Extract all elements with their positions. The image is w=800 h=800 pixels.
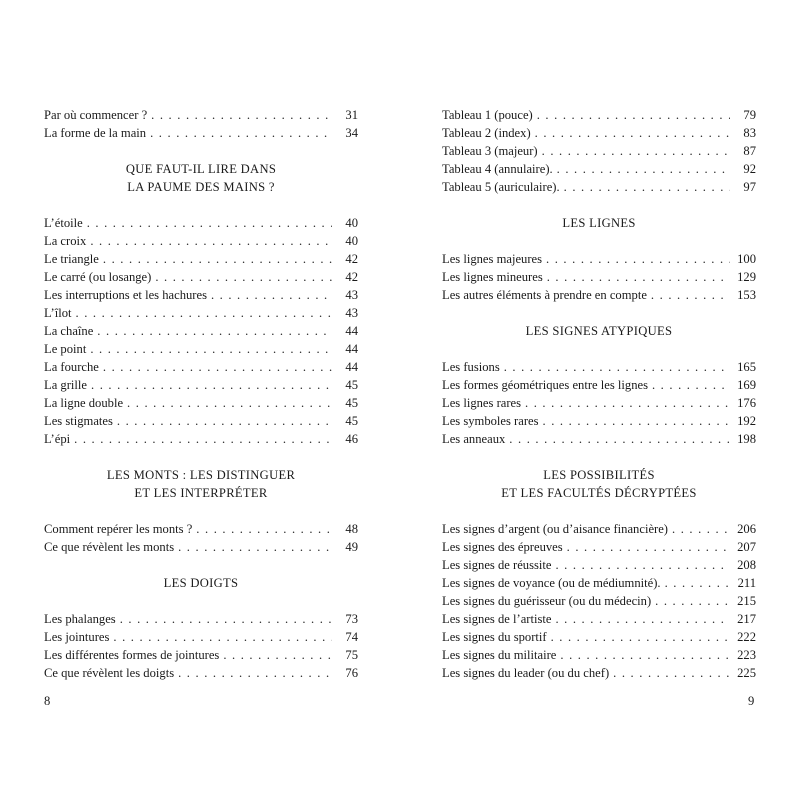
- toc-entry[interactable]: [442, 268, 756, 286]
- toc-entry-label: Tableau 1 (pouce): [442, 108, 533, 122]
- dot-leader: [537, 106, 730, 124]
- toc-entry-page-number: 74: [345, 630, 358, 644]
- toc-entry[interactable]: [44, 214, 358, 232]
- toc-entry[interactable]: [44, 538, 358, 556]
- page-number-left: 8: [44, 694, 51, 708]
- toc-entry[interactable]: [442, 646, 756, 664]
- toc-entry[interactable]: [442, 124, 756, 142]
- toc-entry-label: La ligne double: [44, 396, 124, 410]
- toc-entry-page-number: 45: [345, 396, 358, 410]
- toc-entry[interactable]: [442, 160, 756, 178]
- toc-entry[interactable]: [442, 610, 756, 628]
- section-title: [442, 466, 756, 502]
- toc-entry-page-number: 169: [737, 378, 756, 392]
- dot-leader: [151, 106, 332, 124]
- toc-entry-page-number: 45: [345, 414, 358, 428]
- toc-entry-label: Le carré (ou losange): [44, 270, 152, 284]
- toc-entry-label: Les différentes formes de jointures: [44, 648, 220, 662]
- section-title-line: ET LES FACULTÉS DÉCRYPTÉES: [501, 486, 697, 500]
- toc-entry-page-number: 40: [345, 216, 358, 230]
- toc-entry-label: Les signes de réussite: [442, 558, 552, 572]
- dot-leader: [117, 412, 332, 430]
- toc-entry[interactable]: [44, 430, 358, 448]
- section-title: [442, 214, 756, 232]
- toc-entry-page-number: 76: [345, 666, 358, 680]
- dot-leader: [504, 358, 730, 376]
- dot-leader: [543, 412, 730, 430]
- toc-entry-label: Tableau 5 (auriculaire).: [442, 180, 560, 194]
- toc-entry[interactable]: [442, 538, 756, 556]
- dot-leader: [155, 268, 332, 286]
- toc-entry[interactable]: [44, 376, 358, 394]
- toc-entry-page-number: 48: [345, 522, 358, 536]
- toc-entry[interactable]: [442, 430, 756, 448]
- toc-entry-label: Les formes géométriques entre les lignes: [442, 378, 648, 392]
- toc-entry-page-number: 43: [345, 306, 358, 320]
- toc-entry-page-number: 176: [737, 396, 756, 410]
- dot-leader: [542, 142, 730, 160]
- dot-leader: [651, 286, 730, 304]
- toc-entry-label: Les signes de voyance (ou de médiumnité).: [442, 576, 661, 590]
- toc-entry-label: Les lignes rares: [442, 396, 522, 410]
- toc-entry-label: L’îlot: [44, 306, 72, 320]
- toc-entry-page-number: 44: [345, 360, 358, 374]
- toc-entry-page-number: 165: [737, 360, 756, 374]
- toc-entry-label: Les lignes majeures: [442, 252, 543, 266]
- dot-leader: [509, 430, 730, 448]
- dot-leader: [103, 250, 332, 268]
- toc-entry-label: Tableau 4 (annulaire).: [442, 162, 553, 176]
- dot-leader: [113, 628, 332, 646]
- toc-entry-page-number: 206: [737, 522, 756, 536]
- toc-entry[interactable]: [442, 376, 756, 394]
- toc-entry-page-number: 92: [743, 162, 756, 176]
- toc-entry-page-number: 42: [345, 270, 358, 284]
- toc-entry-page-number: 225: [737, 666, 756, 680]
- toc-entry-label: Les signes d’argent (ou d’aisance financière): [442, 522, 669, 536]
- dot-leader: [652, 376, 730, 394]
- toc-entry-page-number: 45: [345, 378, 358, 392]
- toc-entry[interactable]: [44, 646, 358, 664]
- dot-leader: [555, 610, 730, 628]
- toc-entry[interactable]: [44, 304, 358, 322]
- toc-entry-label: L’étoile: [44, 216, 83, 230]
- page-number-right: 9: [748, 694, 755, 708]
- dot-leader: [560, 646, 730, 664]
- section-title: [44, 574, 358, 592]
- toc-entry-label: La croix: [44, 234, 87, 248]
- dot-leader: [178, 664, 332, 682]
- toc-entry-label: Les autres éléments à prendre en compte: [442, 288, 647, 302]
- toc-entry-label: Les symboles rares: [442, 414, 539, 428]
- section-title-line: QUE FAUT-IL LIRE DANS: [125, 162, 277, 176]
- toc-entry-label: Les signes du guérisseur (ou du médecin): [442, 594, 652, 608]
- toc-entry-page-number: 44: [345, 342, 358, 356]
- dot-leader: [557, 160, 730, 178]
- toc-entry-page-number: 97: [743, 180, 756, 194]
- toc-entry[interactable]: [442, 358, 756, 376]
- toc-entry-page-number: 83: [743, 126, 756, 140]
- dot-leader: [103, 358, 332, 376]
- dot-leader: [525, 394, 730, 412]
- toc-entry-page-number: 217: [737, 612, 756, 626]
- toc-entry-page-number: 73: [345, 612, 358, 626]
- toc-entry-label: Le triangle: [44, 252, 99, 266]
- dot-leader: [74, 430, 332, 448]
- toc-entry[interactable]: [44, 322, 358, 340]
- dot-leader: [196, 520, 332, 538]
- section-title-line: LES DOIGTS: [163, 576, 239, 590]
- dot-leader: [76, 304, 332, 322]
- dot-leader: [613, 664, 730, 682]
- toc-entry-page-number: 79: [743, 108, 756, 122]
- toc-entry[interactable]: [44, 250, 358, 268]
- toc-entry[interactable]: [44, 628, 358, 646]
- dot-leader: [564, 178, 730, 196]
- toc-entry[interactable]: [44, 358, 358, 376]
- toc-entry-page-number: 43: [345, 288, 358, 302]
- dot-leader: [178, 538, 332, 556]
- toc-entry[interactable]: [442, 664, 756, 682]
- left-page-toc: [44, 106, 358, 682]
- toc-entry-label: Les signes de l’artiste: [442, 612, 552, 626]
- toc-entry-label: Le point: [44, 342, 87, 356]
- toc-entry-label: La chaîne: [44, 324, 94, 338]
- toc-entry-label: Les lignes mineures: [442, 270, 543, 284]
- toc-entry-page-number: 42: [345, 252, 358, 266]
- toc-entry-label: La fourche: [44, 360, 99, 374]
- section-title-line: LES POSSIBILITÉS: [543, 468, 655, 482]
- toc-entry-label: Ce que révèlent les monts: [44, 540, 175, 554]
- toc-entry[interactable]: [44, 232, 358, 250]
- toc-entry[interactable]: [442, 520, 756, 538]
- toc-entry[interactable]: [442, 592, 756, 610]
- toc-entry-label: Les jointures: [44, 630, 110, 644]
- toc-entry-label: Les anneaux: [442, 432, 506, 446]
- toc-entry-page-number: 222: [737, 630, 756, 644]
- section-title-line: LES LIGNES: [562, 216, 636, 230]
- toc-entry[interactable]: [442, 286, 756, 304]
- toc-entry-label: La grille: [44, 378, 88, 392]
- toc-entry-label: Les fusions: [442, 360, 500, 374]
- dot-leader: [665, 574, 730, 592]
- dot-leader: [567, 538, 730, 556]
- section-title: [442, 322, 756, 340]
- toc-entry[interactable]: [442, 142, 756, 160]
- toc-entry-label: Les signes du militaire: [442, 648, 557, 662]
- toc-entry-label: Les phalanges: [44, 612, 116, 626]
- dot-leader: [223, 646, 332, 664]
- toc-entry-page-number: 215: [737, 594, 756, 608]
- toc-entry-page-number: 44: [345, 324, 358, 338]
- toc-entry-label: Ce que révèlent les doigts: [44, 666, 175, 680]
- toc-entry-label: La forme de la main: [44, 126, 147, 140]
- section-title-line: ET LES INTERPRÉTER: [134, 486, 268, 500]
- toc-entry[interactable]: [442, 178, 756, 196]
- toc-entry[interactable]: [442, 250, 756, 268]
- dot-leader: [547, 268, 730, 286]
- toc-entry[interactable]: [44, 412, 358, 430]
- toc-entry[interactable]: [44, 664, 358, 682]
- toc-entry-label: Les stigmates: [44, 414, 113, 428]
- section-title: [44, 466, 358, 502]
- toc-entry[interactable]: [44, 106, 358, 124]
- section-title-line: LES MONTS : LES DISTINGUER: [106, 468, 296, 482]
- toc-entry[interactable]: [442, 556, 756, 574]
- toc-entry-page-number: 192: [737, 414, 756, 428]
- dot-leader: [97, 322, 332, 340]
- toc-entry-page-number: 40: [345, 234, 358, 248]
- dot-leader: [90, 340, 332, 358]
- toc-entry-label: Comment repérer les monts ?: [44, 522, 193, 536]
- toc-entry[interactable]: [442, 574, 756, 592]
- toc-entry[interactable]: [442, 628, 756, 646]
- dot-leader: [211, 286, 332, 304]
- dot-leader: [672, 520, 730, 538]
- dot-leader: [546, 250, 730, 268]
- toc-entry[interactable]: [44, 394, 358, 412]
- toc-entry[interactable]: [442, 106, 756, 124]
- right-page-toc: [442, 106, 756, 682]
- toc-entry-label: Tableau 3 (majeur): [442, 144, 538, 158]
- toc-entry-page-number: 34: [345, 126, 358, 140]
- toc-entry-label: Les interruptions et les hachures: [44, 288, 207, 302]
- section-title: [44, 160, 358, 196]
- dot-leader: [127, 394, 332, 412]
- toc-entry-label: Les signes des épreuves: [442, 540, 563, 554]
- toc-entry[interactable]: [442, 394, 756, 412]
- toc-entry[interactable]: [44, 286, 358, 304]
- toc-entry-page-number: 49: [345, 540, 358, 554]
- toc-entry[interactable]: [44, 610, 358, 628]
- toc-entry-label: Les signes du leader (ou du chef): [442, 666, 610, 680]
- toc-entry-page-number: 46: [345, 432, 358, 446]
- dot-leader: [90, 232, 332, 250]
- toc-entry-page-number: 207: [737, 540, 756, 554]
- toc-entry-page-number: 153: [737, 288, 756, 302]
- toc-entry-label: Les signes du sportif: [442, 630, 547, 644]
- dot-leader: [120, 610, 332, 628]
- section-title-line: LES SIGNES ATYPIQUES: [525, 324, 673, 338]
- toc-entry[interactable]: [44, 520, 358, 538]
- dot-leader: [91, 376, 332, 394]
- toc-entry-page-number: 31: [345, 108, 358, 122]
- toc-entry-page-number: 223: [737, 648, 756, 662]
- toc-entry[interactable]: [442, 412, 756, 430]
- toc-entry-page-number: 198: [737, 432, 756, 446]
- dot-leader: [655, 592, 730, 610]
- toc-entry-page-number: 87: [743, 144, 756, 158]
- dot-leader: [555, 556, 730, 574]
- toc-entry[interactable]: [44, 268, 358, 286]
- dot-leader: [535, 124, 730, 142]
- toc-entry-page-number: 100: [737, 252, 756, 266]
- toc-entry-page-number: 208: [737, 558, 756, 572]
- dot-leader: [87, 214, 332, 232]
- section-title-line: LA PAUME DES MAINS ?: [127, 180, 275, 194]
- toc-entry-page-number: 211: [737, 576, 756, 590]
- toc-entry-label: L’épi: [44, 432, 71, 446]
- toc-entry-page-number: 129: [737, 270, 756, 284]
- toc-entry[interactable]: [44, 124, 358, 142]
- dot-leader: [551, 628, 730, 646]
- toc-entry-page-number: 75: [345, 648, 358, 662]
- toc-entry[interactable]: [44, 340, 358, 358]
- toc-entry-label: Par où commencer ?: [44, 108, 148, 122]
- toc-entry-label: Tableau 2 (index): [442, 126, 531, 140]
- dot-leader: [150, 124, 332, 142]
